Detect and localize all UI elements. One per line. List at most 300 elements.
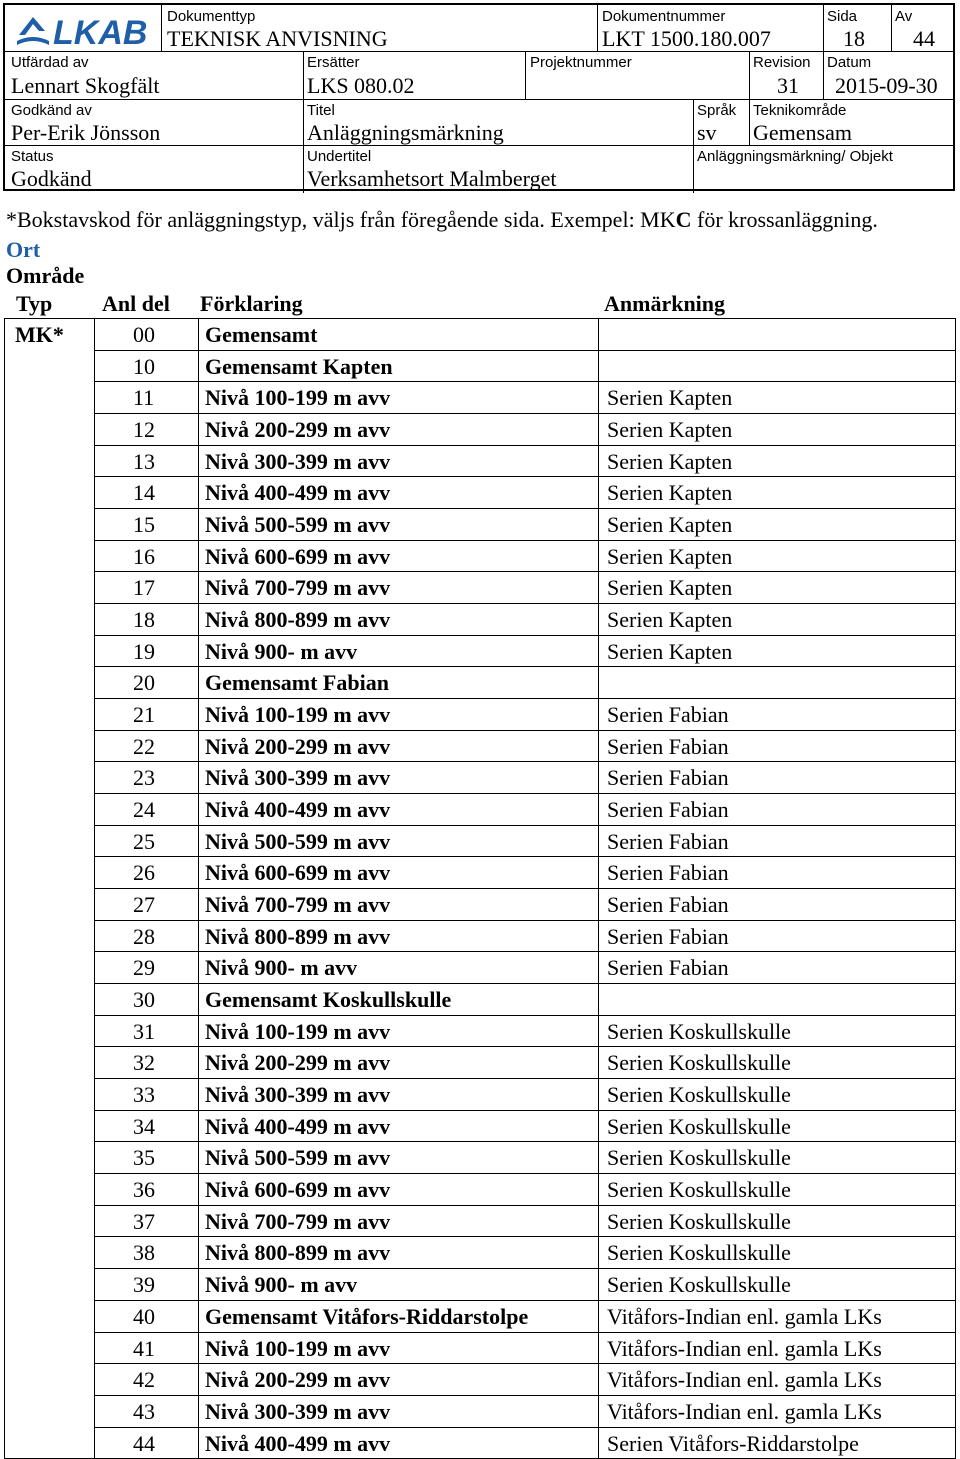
anl-del-cell xyxy=(94,1110,198,1142)
anl-del-cell xyxy=(94,1395,198,1427)
anmarkning-cell xyxy=(598,1046,956,1078)
av-label: Av xyxy=(895,8,913,25)
forklaring-value: Nivå 100-199 m avv xyxy=(205,702,391,728)
table-row xyxy=(4,730,956,762)
forklaring-value: Nivå 900- m avv xyxy=(205,638,358,664)
col-header-anmarkning: Anmärkning xyxy=(604,291,726,316)
forklaring-cell xyxy=(198,508,598,540)
anl-del-cell xyxy=(94,856,198,888)
anmarkning-cell xyxy=(598,1173,956,1205)
anl-del-cell xyxy=(94,318,198,350)
forklaring-value: Nivå 200-299 m avv xyxy=(205,417,391,443)
forklaring-cell xyxy=(198,1078,598,1110)
anmarkning-cell xyxy=(598,540,956,572)
footnote-text: *Bokstavskod för anläggningstyp, väljs från föregående sida. Exempel: MK xyxy=(6,207,676,232)
forklaring-cell xyxy=(198,1363,598,1395)
forklaring-value: Nivå 400-499 m avv xyxy=(205,480,391,506)
forklaring-value: Nivå 200-299 m avv xyxy=(205,733,391,759)
teknikomrade-value: Gemensam xyxy=(753,120,852,145)
anl-del-value: 00 xyxy=(133,322,155,347)
anl-del-value: 11 xyxy=(133,385,155,411)
anl-del-cell xyxy=(94,476,198,508)
forklaring-value: Gemensamt xyxy=(205,322,318,347)
anl-del-cell xyxy=(94,1332,198,1364)
anmarkning-value: Vitåfors-Indian enl. gamla LKs xyxy=(607,1367,882,1393)
anl-del-cell xyxy=(94,1173,198,1205)
ersatter-label: Ersätter xyxy=(307,54,360,71)
typ-cell xyxy=(4,1363,94,1395)
anmarkning-value: Vitåfors-Indian enl. gamla LKs xyxy=(607,1303,882,1329)
forklaring-cell xyxy=(198,1427,598,1459)
anmarkning-cell xyxy=(598,1300,956,1332)
table-row xyxy=(4,1078,956,1110)
revision-label: Revision xyxy=(753,54,811,71)
forklaring-cell xyxy=(198,1395,598,1427)
forklaring-cell xyxy=(198,1015,598,1047)
forklaring-value: Nivå 400-499 m avv xyxy=(205,797,391,823)
anl-del-value: 41 xyxy=(133,1335,155,1361)
ersatter-value: LKS 080.02 xyxy=(307,73,415,98)
anmarkning-value: Serien Fabian xyxy=(607,955,729,981)
utfardad-av-label: Utfärdad av xyxy=(11,54,89,71)
anl-del-cell xyxy=(94,350,198,382)
anmarkning-cell xyxy=(598,888,956,920)
anl-del-value: 19 xyxy=(133,638,155,664)
anmarkning-value: Serien Fabian xyxy=(607,828,729,854)
anmarkning-value: Serien Koskullskulle xyxy=(607,1240,791,1266)
typ-cell xyxy=(4,951,94,983)
anmarkning-value: Serien Kapten xyxy=(607,480,733,506)
table-row xyxy=(4,983,956,1015)
anl-del-cell xyxy=(94,761,198,793)
anl-del-cell xyxy=(94,381,198,413)
forklaring-value: Nivå 300-399 m avv xyxy=(205,1398,391,1424)
forklaring-cell xyxy=(198,1268,598,1300)
header-divider xyxy=(5,145,953,146)
typ-cell xyxy=(4,825,94,857)
anmarkning-value: Serien Fabian xyxy=(607,702,729,728)
typ-cell xyxy=(4,603,94,635)
anl-del-value: 14 xyxy=(133,480,155,506)
forklaring-value: Nivå 300-399 m avv xyxy=(205,448,391,474)
forklaring-value: Nivå 100-199 m avv xyxy=(205,1018,391,1044)
anmarkning-cell xyxy=(598,793,956,825)
anl-del-value: 39 xyxy=(133,1272,155,1298)
table-row xyxy=(4,571,956,603)
anmarkning-cell xyxy=(598,445,956,477)
typ-cell xyxy=(4,666,94,698)
anl-del-cell xyxy=(94,1363,198,1395)
anl-del-value: 20 xyxy=(133,670,155,696)
table-row xyxy=(4,698,956,730)
forklaring-cell xyxy=(198,888,598,920)
forklaring-cell xyxy=(198,445,598,477)
lkab-logo xyxy=(15,11,163,51)
table-row xyxy=(4,1363,956,1395)
typ-cell xyxy=(4,1395,94,1427)
forklaring-cell xyxy=(198,1236,598,1268)
table-row xyxy=(4,540,956,572)
document-header xyxy=(3,3,955,191)
header-divider xyxy=(891,5,892,51)
anl-del-cell xyxy=(94,1205,198,1237)
anmarkning-value: Serien Koskullskulle xyxy=(607,1145,791,1171)
anmarkning-cell xyxy=(598,1110,956,1142)
forklaring-value: Nivå 700-799 m avv xyxy=(205,892,391,918)
forklaring-value: Nivå 300-399 m avv xyxy=(205,765,391,791)
anl-del-value: 34 xyxy=(133,1113,155,1139)
anl-del-cell xyxy=(94,635,198,667)
titel-label: Titel xyxy=(307,102,335,119)
typ-cell xyxy=(4,761,94,793)
anl-del-cell xyxy=(94,825,198,857)
anmarkning-value: Serien Fabian xyxy=(607,860,729,886)
forklaring-value: Gemensamt Fabian xyxy=(205,670,389,696)
anl-del-value: 43 xyxy=(133,1398,155,1424)
anmarkning-value: Serien Koskullskulle xyxy=(607,1272,791,1298)
anmarkning-cell xyxy=(598,825,956,857)
anl-del-cell xyxy=(94,730,198,762)
anmarkning-value: Vitåfors-Indian enl. gamla LKs xyxy=(607,1398,882,1424)
typ-cell xyxy=(4,1205,94,1237)
forklaring-cell xyxy=(198,603,598,635)
anlaggning-table xyxy=(4,318,956,1458)
table-row xyxy=(4,635,956,667)
typ-cell xyxy=(4,983,94,1015)
typ-cell xyxy=(4,888,94,920)
header-divider xyxy=(5,99,953,100)
anmarkning-value: Serien Kapten xyxy=(607,385,733,411)
anl-del-value: 44 xyxy=(133,1430,155,1456)
table-row xyxy=(4,413,956,445)
anmarkning-cell xyxy=(598,761,956,793)
sprak-label: Språk xyxy=(697,102,737,119)
col-header-anl-del: Anl del xyxy=(102,291,170,316)
sida-label: Sida xyxy=(827,8,858,25)
typ-cell xyxy=(4,1141,94,1173)
anl-del-cell xyxy=(94,445,198,477)
teknikomrade-label: Teknikområde xyxy=(753,102,847,119)
typ-cell xyxy=(4,1427,94,1459)
objekt-label: Anläggningsmärkning/ Objekt xyxy=(697,148,893,165)
forklaring-cell xyxy=(198,920,598,952)
forklaring-value: Gemensamt Vitåfors-Riddarstolpe xyxy=(205,1303,529,1329)
typ-cell xyxy=(4,508,94,540)
anmarkning-cell xyxy=(598,413,956,445)
anmarkning-cell xyxy=(598,1395,956,1427)
anl-del-value: 18 xyxy=(133,607,155,633)
forklaring-cell xyxy=(198,318,598,350)
forklaring-value: Nivå 800-899 m avv xyxy=(205,923,391,949)
anmarkning-cell xyxy=(598,571,956,603)
dokumentnummer-label: Dokumentnummer xyxy=(602,8,726,25)
table-row xyxy=(4,1015,956,1047)
anl-del-cell xyxy=(94,1046,198,1078)
table-row xyxy=(4,1268,956,1300)
anmarkning-value: Serien Fabian xyxy=(607,765,729,791)
forklaring-cell xyxy=(198,1141,598,1173)
anmarkning-value: Serien Kapten xyxy=(607,543,733,569)
anl-del-value: 17 xyxy=(133,575,155,601)
table-row xyxy=(4,318,956,350)
typ-cell xyxy=(4,698,94,730)
table-row xyxy=(4,350,956,382)
table-row xyxy=(4,476,956,508)
logo-text: LKAB xyxy=(53,14,148,51)
anmarkning-value: Serien Koskullskulle xyxy=(607,1018,791,1044)
forklaring-cell xyxy=(198,983,598,1015)
anmarkning-cell xyxy=(598,318,956,350)
forklaring-cell xyxy=(198,1300,598,1332)
typ-cell xyxy=(4,1046,94,1078)
typ-cell xyxy=(4,445,94,477)
anmarkning-value: Serien Kapten xyxy=(607,448,733,474)
godkand-av-value: Per-Erik Jönsson xyxy=(11,120,161,145)
typ-value: MK* xyxy=(15,322,64,347)
footnote-bold: C xyxy=(675,207,692,232)
anmarkning-cell xyxy=(598,350,956,382)
forklaring-cell xyxy=(198,951,598,983)
anl-del-cell xyxy=(94,1141,198,1173)
anmarkning-cell xyxy=(598,1268,956,1300)
anl-del-value: 25 xyxy=(133,828,155,854)
typ-cell xyxy=(4,381,94,413)
forklaring-cell xyxy=(198,571,598,603)
anl-del-value: 32 xyxy=(133,1050,155,1076)
header-divider xyxy=(693,99,694,193)
anl-del-cell xyxy=(94,983,198,1015)
table-row xyxy=(4,1046,956,1078)
anl-del-value: 31 xyxy=(133,1018,155,1044)
anmarkning-cell xyxy=(598,983,956,1015)
table-row xyxy=(4,508,956,540)
anmarkning-value: Serien Koskullskulle xyxy=(607,1177,791,1203)
status-value: Godkänd xyxy=(11,166,92,191)
forklaring-value: Nivå 400-499 m avv xyxy=(205,1430,391,1456)
table-row xyxy=(4,761,956,793)
anmarkning-value: Serien Kapten xyxy=(607,638,733,664)
anmarkning-value: Serien Vitåfors-Riddarstolpe xyxy=(607,1430,859,1456)
anmarkning-cell xyxy=(598,508,956,540)
anmarkning-value: Serien Fabian xyxy=(607,797,729,823)
forklaring-cell xyxy=(198,856,598,888)
anmarkning-cell xyxy=(598,635,956,667)
anl-del-value: 15 xyxy=(133,512,155,538)
anmarkning-value: Serien Koskullskulle xyxy=(607,1050,791,1076)
table-row xyxy=(4,920,956,952)
anmarkning-cell xyxy=(598,666,956,698)
anl-del-value: 42 xyxy=(133,1367,155,1393)
forklaring-value: Nivå 900- m avv xyxy=(205,955,358,981)
typ-cell xyxy=(4,540,94,572)
forklaring-value: Nivå 400-499 m avv xyxy=(205,1113,391,1139)
table-row xyxy=(4,1300,956,1332)
typ-cell xyxy=(4,1332,94,1364)
typ-cell xyxy=(4,1078,94,1110)
table-row xyxy=(4,1205,956,1237)
anl-del-value: 38 xyxy=(133,1240,155,1266)
forklaring-cell xyxy=(198,476,598,508)
ort-label: Ort xyxy=(6,237,41,262)
datum-label: Datum xyxy=(827,54,872,71)
anl-del-cell xyxy=(94,508,198,540)
header-divider xyxy=(303,51,304,193)
forklaring-value: Nivå 500-599 m avv xyxy=(205,828,391,854)
anmarkning-value: Serien Koskullskulle xyxy=(607,1082,791,1108)
table-row xyxy=(4,445,956,477)
header-divider xyxy=(749,51,750,145)
anmarkning-value: Serien Kapten xyxy=(607,512,733,538)
table-row xyxy=(4,1395,956,1427)
forklaring-cell xyxy=(198,635,598,667)
header-divider xyxy=(5,51,953,52)
typ-cell xyxy=(4,793,94,825)
footnote-text-end: för krossanläggning. xyxy=(691,207,878,232)
undertitel-value: Verksamhetsort Malmberget xyxy=(307,166,557,191)
anl-del-value: 21 xyxy=(133,702,155,728)
anmarkning-cell xyxy=(598,856,956,888)
forklaring-cell xyxy=(198,1332,598,1364)
anmarkning-cell xyxy=(598,476,956,508)
typ-cell xyxy=(4,1268,94,1300)
forklaring-value: Nivå 200-299 m avv xyxy=(205,1367,391,1393)
anl-del-cell xyxy=(94,571,198,603)
anl-del-cell xyxy=(94,1300,198,1332)
anl-del-cell xyxy=(94,1015,198,1047)
typ-cell xyxy=(4,413,94,445)
anl-del-value: 35 xyxy=(133,1145,155,1171)
forklaring-cell xyxy=(198,698,598,730)
anl-del-cell xyxy=(94,1078,198,1110)
anmarkning-cell xyxy=(598,1363,956,1395)
anmarkning-value: Vitåfors-Indian enl. gamla LKs xyxy=(607,1335,882,1361)
col-header-forklaring: Förklaring xyxy=(200,291,303,316)
anl-del-cell xyxy=(94,1427,198,1459)
table-row xyxy=(4,603,956,635)
anl-del-cell xyxy=(94,888,198,920)
anl-del-value: 23 xyxy=(133,765,155,791)
anmarkning-cell xyxy=(598,698,956,730)
table-row xyxy=(4,1236,956,1268)
dokumenttyp-label: Dokumenttyp xyxy=(167,8,256,25)
forklaring-value: Nivå 300-399 m avv xyxy=(205,1082,391,1108)
anl-del-cell xyxy=(94,413,198,445)
forklaring-value: Gemensamt Kapten xyxy=(205,353,393,379)
forklaring-cell xyxy=(198,761,598,793)
forklaring-value: Nivå 500-599 m avv xyxy=(205,1145,391,1171)
anl-del-cell xyxy=(94,698,198,730)
table-row xyxy=(4,381,956,413)
table-row xyxy=(4,951,956,983)
forklaring-cell xyxy=(198,381,598,413)
footnote xyxy=(6,208,878,232)
forklaring-cell xyxy=(198,1205,598,1237)
status-label: Status xyxy=(11,148,54,165)
table-row xyxy=(4,1173,956,1205)
anl-del-value: 16 xyxy=(133,543,155,569)
anmarkning-cell xyxy=(598,1427,956,1459)
anmarkning-value: Serien Fabian xyxy=(607,892,729,918)
typ-cell xyxy=(4,350,94,382)
forklaring-cell xyxy=(198,1173,598,1205)
col-header-typ: Typ xyxy=(16,291,53,316)
anl-del-value: 37 xyxy=(133,1208,155,1234)
anmarkning-value: Serien Kapten xyxy=(607,575,733,601)
anl-del-cell xyxy=(94,540,198,572)
forklaring-cell xyxy=(198,666,598,698)
anmarkning-value: Serien Koskullskulle xyxy=(607,1208,791,1234)
revision-value: 31 xyxy=(777,73,799,98)
sida-value: 18 xyxy=(843,26,865,51)
anl-del-value: 33 xyxy=(133,1082,155,1108)
typ-cell xyxy=(4,635,94,667)
anl-del-cell xyxy=(94,951,198,983)
anl-del-value: 13 xyxy=(133,448,155,474)
forklaring-cell xyxy=(198,793,598,825)
forklaring-cell xyxy=(198,825,598,857)
table-row xyxy=(4,666,956,698)
anmarkning-value: Serien Koskullskulle xyxy=(607,1113,791,1139)
anl-del-value: 36 xyxy=(133,1177,155,1203)
anmarkning-cell xyxy=(598,730,956,762)
anl-del-value: 22 xyxy=(133,733,155,759)
anmarkning-value: Serien Fabian xyxy=(607,923,729,949)
header-divider xyxy=(823,5,824,99)
typ-cell xyxy=(4,571,94,603)
anl-del-cell xyxy=(94,1268,198,1300)
typ-cell xyxy=(4,318,94,350)
table-row xyxy=(4,793,956,825)
typ-cell xyxy=(4,1110,94,1142)
forklaring-cell xyxy=(198,413,598,445)
table-row xyxy=(4,1110,956,1142)
forklaring-value: Nivå 800-899 m avv xyxy=(205,1240,391,1266)
forklaring-cell xyxy=(198,730,598,762)
typ-cell xyxy=(4,856,94,888)
dokumenttyp-value: TEKNISK ANVISNING xyxy=(167,26,388,51)
undertitel-label: Undertitel xyxy=(307,148,372,165)
forklaring-cell xyxy=(198,540,598,572)
anmarkning-cell xyxy=(598,1078,956,1110)
anl-del-value: 28 xyxy=(133,923,155,949)
anmarkning-cell xyxy=(598,1015,956,1047)
anl-del-value: 27 xyxy=(133,892,155,918)
anmarkning-cell xyxy=(598,1141,956,1173)
anl-del-value: 12 xyxy=(133,417,155,443)
forklaring-value: Nivå 200-299 m avv xyxy=(205,1050,391,1076)
table-row xyxy=(4,888,956,920)
dokumentnummer-value: LKT 1500.180.007 xyxy=(602,26,771,51)
titel-value: Anläggningsmärkning xyxy=(307,120,504,145)
forklaring-cell xyxy=(198,1110,598,1142)
forklaring-value: Nivå 800-899 m avv xyxy=(205,607,391,633)
av-value: 44 xyxy=(913,26,935,51)
anmarkning-cell xyxy=(598,1236,956,1268)
utfardad-av-value: Lennart Skogfält xyxy=(11,73,160,98)
anl-del-value: 30 xyxy=(133,987,155,1013)
datum-value: 2015-09-30 xyxy=(835,73,938,98)
anl-del-cell xyxy=(94,603,198,635)
sprak-value: sv xyxy=(697,120,717,145)
forklaring-value: Nivå 600-699 m avv xyxy=(205,543,391,569)
anmarkning-value: Serien Fabian xyxy=(607,733,729,759)
typ-cell xyxy=(4,1173,94,1205)
forklaring-value: Gemensamt Koskullskulle xyxy=(205,987,452,1013)
forklaring-value: Nivå 500-599 m avv xyxy=(205,512,391,538)
table-row xyxy=(4,1332,956,1364)
forklaring-value: Nivå 600-699 m avv xyxy=(205,860,391,886)
typ-cell xyxy=(4,1300,94,1332)
